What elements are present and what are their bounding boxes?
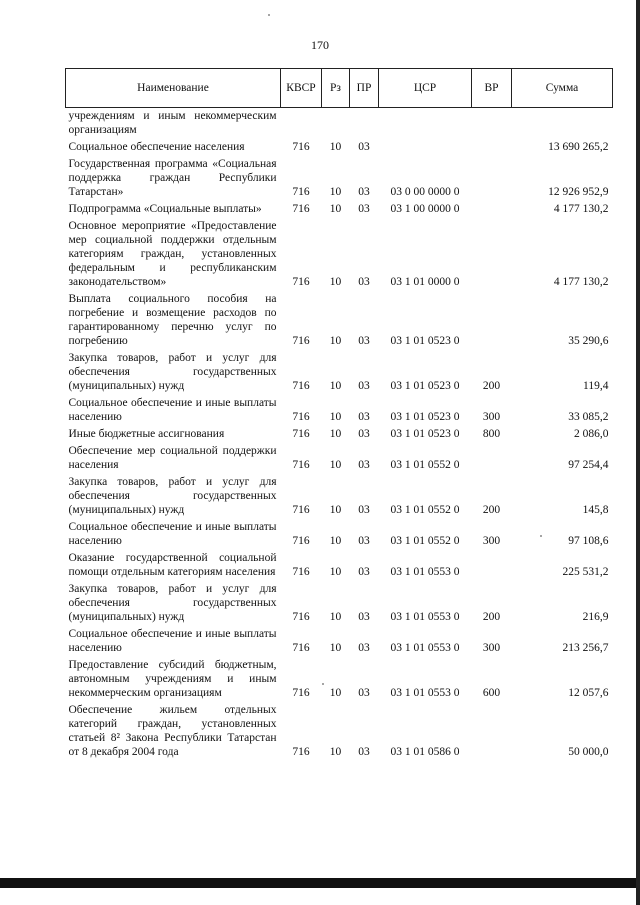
cell-name: Оказание государственной социальной помощи отдельным категориям населения — [68, 552, 277, 578]
cell-pr: 03 — [358, 203, 370, 215]
cell-pr: 03 — [358, 428, 370, 440]
cell-rz: 10 — [329, 141, 342, 153]
cell-sum: 216,9 — [582, 611, 609, 623]
cell-vr — [472, 201, 512, 218]
cell-csr — [379, 108, 472, 140]
cell-name: Государственная программа «Социальная поддержка граждан Республики Татарстан» — [68, 158, 277, 198]
table-body — [66, 108, 613, 762]
cell-name: Основное мероприятие «Предоставление мер социальной поддержки отдельным категориям граждан, установленных федеральным и республиканским законодательством» — [68, 220, 277, 288]
header-rz: Рз — [322, 69, 350, 108]
header-sum: Сумма — [512, 69, 613, 108]
table-row — [66, 218, 613, 291]
scan-bottom-border — [0, 878, 640, 888]
cell-name: Социальное обеспечение и иные выплаты населению — [68, 521, 277, 547]
table-row — [66, 395, 613, 426]
cell-kvsr: 716 — [292, 642, 310, 654]
cell-name: Социальное обеспечение и иные выплаты населению — [68, 628, 277, 654]
cell-rz: 10 — [329, 535, 342, 547]
cell-kvsr: 716 — [292, 459, 310, 471]
cell-sum: 97 254,4 — [568, 459, 609, 471]
cell-vr — [472, 108, 512, 140]
scan-speck — [540, 535, 542, 537]
cell-rz: 10 — [329, 746, 342, 758]
cell-vr: 200 — [482, 380, 501, 392]
cell-kvsr: 716 — [292, 380, 310, 392]
cell-sum: 119,4 — [583, 380, 609, 392]
scan-speck — [268, 14, 270, 16]
cell-vr: 600 — [482, 687, 501, 699]
cell-pr: 03 — [358, 566, 370, 578]
table-row — [66, 350, 613, 395]
cell-pr: 03 — [358, 380, 370, 392]
table-row — [66, 550, 613, 581]
cell-csr: 03 1 01 0552 0 — [390, 459, 460, 471]
table-row — [66, 108, 613, 140]
cell-pr: 03 — [358, 746, 370, 758]
table-header-row — [66, 69, 613, 108]
cell-kvsr: 716 — [292, 535, 310, 547]
cell-rz: 10 — [329, 335, 342, 347]
cell-rz: 10 — [329, 428, 342, 440]
cell-name: Выплата социального пособия на погребение и возмещение расходов по гарантированному перечню услуг по погребению — [68, 293, 277, 347]
cell-csr: 03 1 00 0000 0 — [390, 203, 460, 215]
cell-sum: 4 177 130,2 — [553, 203, 609, 215]
cell-csr: 03 1 01 0553 0 — [390, 687, 460, 699]
table-row — [66, 519, 613, 550]
cell-pr: 03 — [358, 504, 370, 516]
cell-csr: 03 0 00 0000 0 — [390, 186, 460, 198]
cell-rz: 10 — [329, 380, 342, 392]
cell-kvsr: 716 — [292, 276, 310, 288]
table-row — [66, 201, 613, 218]
cell-sum: 225 531,2 — [562, 566, 609, 578]
cell-kvsr: 716 — [292, 428, 310, 440]
cell-pr: 03 — [358, 186, 370, 198]
cell-rz: 10 — [329, 687, 342, 699]
cell-csr: 03 1 01 0586 0 — [390, 746, 460, 758]
cell-kvsr: 716 — [292, 504, 310, 516]
budget-table — [65, 68, 613, 761]
cell-pr: 03 — [358, 411, 370, 423]
cell-pr: 03 — [358, 687, 370, 699]
cell-vr — [472, 443, 512, 474]
cell-rz: 10 — [329, 186, 342, 198]
page-number: 170 — [311, 38, 329, 52]
cell-name: Социальное обеспечение и иные выплаты населению — [68, 397, 277, 423]
cell-kvsr: 716 — [292, 141, 310, 153]
cell-name: Обеспечение жильем отдельных категорий граждан, установленных статьей 8² Закона Республики Татарстан от 8 декабря 2004 года — [68, 704, 277, 758]
header-vr: ВР — [472, 69, 512, 108]
cell-rz — [322, 108, 350, 140]
cell-kvsr — [281, 108, 322, 140]
cell-csr: 03 1 01 0552 0 — [390, 504, 460, 516]
cell-pr: 03 — [358, 335, 370, 347]
cell-kvsr: 716 — [292, 566, 310, 578]
cell-sum: 213 256,7 — [562, 642, 609, 654]
cell-sum: 33 085,2 — [568, 411, 609, 423]
cell-rz: 10 — [329, 411, 342, 423]
header-kvsr: КВСР — [281, 69, 322, 108]
table-row — [66, 156, 613, 201]
cell-csr: 03 1 01 0552 0 — [390, 535, 460, 547]
cell-kvsr: 716 — [292, 611, 310, 623]
cell-name: Предоставление субсидий бюджетным, автономным учреждениям и иным некоммерческим организациям — [68, 659, 277, 699]
cell-csr: 03 1 01 0523 0 — [390, 428, 460, 440]
cell-csr: 03 1 01 0523 0 — [390, 411, 460, 423]
cell-vr — [472, 218, 512, 291]
cell-pr: 03 — [358, 459, 370, 471]
cell-vr: 300 — [482, 642, 501, 654]
cell-vr: 200 — [482, 611, 501, 623]
cell-rz: 10 — [329, 566, 342, 578]
cell-vr — [472, 291, 512, 350]
cell-sum: 12 926 952,9 — [548, 186, 609, 198]
cell-sum: 145,8 — [582, 504, 609, 516]
cell-sum: 12 057,6 — [568, 687, 609, 699]
cell-kvsr: 716 — [292, 746, 310, 758]
cell-pr: 03 — [358, 276, 370, 288]
header-csr: ЦСР — [379, 69, 472, 108]
cell-kvsr: 716 — [292, 411, 310, 423]
cell-csr: 03 1 01 0553 0 — [390, 642, 460, 654]
cell-sum: 13 690 265,2 — [548, 141, 609, 153]
table-row — [66, 657, 613, 702]
cell-name: Закупка товаров, работ и услуг для обеспечения государственных (муниципальных) нужд — [68, 476, 277, 516]
cell-csr: 03 1 01 0523 0 — [390, 335, 460, 347]
cell-sum: 35 290,6 — [568, 335, 609, 347]
cell-vr — [472, 139, 512, 156]
cell-name: Социальное обеспечение населения — [68, 141, 245, 153]
cell-csr: 03 1 01 0523 0 — [390, 380, 460, 392]
cell-rz: 10 — [329, 203, 342, 215]
scan-right-border — [636, 0, 640, 905]
cell-sum: 97 108,6 — [568, 535, 609, 547]
cell-name: Закупка товаров, работ и услуг для обеспечения государственных (муниципальных) нужд — [68, 352, 277, 392]
cell-kvsr: 716 — [292, 203, 310, 215]
cell-pr: 03 — [358, 535, 370, 547]
cell-rz: 10 — [329, 504, 342, 516]
cell-csr: 03 1 01 0553 0 — [390, 611, 460, 623]
table-row — [66, 702, 613, 761]
cell-csr: 03 1 01 0000 0 — [390, 276, 460, 288]
header-pr: ПР — [350, 69, 379, 108]
cell-vr — [472, 702, 512, 761]
cell-kvsr: 716 — [292, 186, 310, 198]
cell-sum: 50 000,0 — [568, 746, 609, 758]
cell-vr: 300 — [482, 535, 501, 547]
cell-pr — [350, 108, 379, 140]
cell-name: Закупка товаров, работ и услуг для обеспечения государственных (муниципальных) нужд — [68, 583, 277, 623]
table-row — [66, 626, 613, 657]
cell-csr — [379, 139, 472, 156]
cell-rz: 10 — [329, 276, 342, 288]
cell-name: Иные бюджетные ассигнования — [68, 428, 225, 440]
cell-kvsr: 716 — [292, 335, 310, 347]
cell-sum — [512, 108, 613, 140]
cell-rz: 10 — [329, 459, 342, 471]
cell-name: Подпрограмма «Социальные выплаты» — [68, 203, 262, 215]
cell-kvsr: 716 — [292, 687, 310, 699]
cell-rz: 10 — [329, 642, 342, 654]
cell-pr: 03 — [358, 141, 370, 153]
cell-pr: 03 — [358, 642, 370, 654]
cell-vr: 200 — [482, 504, 501, 516]
cell-rz: 10 — [329, 611, 342, 623]
cell-vr: 800 — [482, 428, 501, 440]
table-row — [66, 581, 613, 626]
table-row — [66, 139, 613, 156]
cell-pr: 03 — [358, 611, 370, 623]
table-row — [66, 291, 613, 350]
table-row — [66, 443, 613, 474]
table-row — [66, 474, 613, 519]
cell-csr: 03 1 01 0553 0 — [390, 566, 460, 578]
header-name: Наименование — [66, 69, 281, 108]
cell-sum: 2 086,0 — [574, 428, 609, 440]
cell-vr — [472, 156, 512, 201]
cell-vr: 300 — [482, 411, 501, 423]
scan-speck — [322, 683, 324, 685]
cell-name: учреждениям и иным некоммерческим организациям — [68, 110, 277, 136]
table-row — [66, 426, 613, 443]
cell-name: Обеспечение мер социальной поддержки населения — [68, 445, 277, 471]
cell-sum: 4 177 130,2 — [553, 276, 609, 288]
cell-vr — [472, 550, 512, 581]
